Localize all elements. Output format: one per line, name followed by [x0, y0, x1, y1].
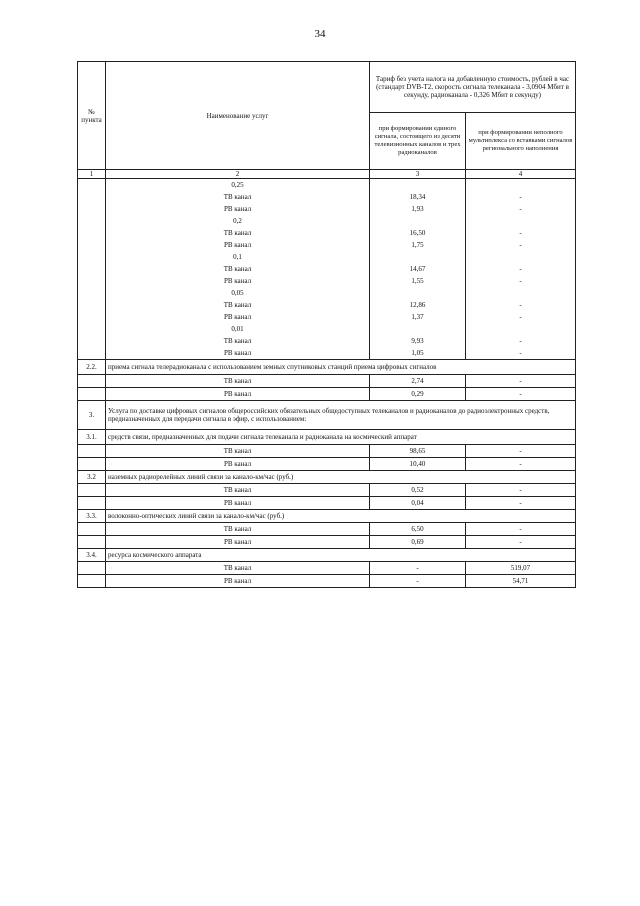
tariff-table — [77, 61, 576, 588]
tariff-value: - — [466, 191, 576, 203]
tariff-value — [370, 287, 466, 299]
section-number: 2.2. — [78, 360, 106, 375]
section-title: ресурса космического аппарата — [106, 549, 576, 562]
channel-label: ТВ канал — [106, 375, 370, 388]
header-partial-multiplex: при формировании неполного мультиплекса со вставками сигналов регионального наполнения — [466, 113, 576, 170]
header-service-name: Наименование услуг — [106, 62, 370, 170]
table-cell — [78, 484, 106, 497]
channel-label: ТВ канал — [106, 562, 370, 575]
header-tariff: Тариф без учета налога на добавленную стоимость, рублей в час (стандарт DVB-T2, скорость сигнала телеканала - 3,0904 Мбит в секунду, радиоканала - 0,326 Мбит в секунду) — [370, 62, 576, 113]
section-title: волоконно-оптических линий связи за канало-км/час (руб.) — [106, 510, 576, 523]
tariff-value: - — [466, 203, 576, 215]
tariff-value: 98,65 — [370, 445, 466, 458]
tariff-value: - — [466, 497, 576, 510]
table-cell — [78, 335, 106, 347]
channel-label: РВ канал — [106, 239, 370, 251]
tariff-value: 0,69 — [370, 536, 466, 549]
section-number: 3.1. — [78, 430, 106, 445]
tariff-value: 0,29 — [370, 388, 466, 401]
section-title: средств связи, предназначенных для подачи сигнала телеканала и радиоканала на космический аппарат — [106, 430, 576, 445]
tariff-value: 0,52 — [370, 484, 466, 497]
section-number: 3.3. — [78, 510, 106, 523]
channel-label: ТВ канал — [106, 299, 370, 311]
section-number: 3.4. — [78, 549, 106, 562]
table-cell — [78, 239, 106, 251]
table-cell — [78, 323, 106, 335]
tariff-value: - — [466, 239, 576, 251]
tariff-value: 1,05 — [370, 347, 466, 360]
section-title: наземных радиорелейных линий связи за канало-км/час (руб.) — [106, 471, 576, 484]
tariff-value: - — [466, 263, 576, 275]
tariff-value: 9,93 — [370, 335, 466, 347]
table-cell — [78, 562, 106, 575]
header-point-number: № пункта — [78, 62, 106, 170]
channel-label: РВ канал — [106, 203, 370, 215]
tariff-value: 10,40 — [370, 458, 466, 471]
table-cell — [78, 458, 106, 471]
tariff-value: 12,86 — [370, 299, 466, 311]
channel-label: РВ канал — [106, 575, 370, 588]
tariff-value — [466, 287, 576, 299]
tariff-value: - — [466, 375, 576, 388]
tariff-value: - — [466, 311, 576, 323]
channel-label: ТВ канал — [106, 263, 370, 275]
tariff-value: - — [466, 536, 576, 549]
table-cell — [78, 497, 106, 510]
tariff-value: 16,50 — [370, 227, 466, 239]
channel-label: РВ канал — [106, 497, 370, 510]
channel-label: ТВ канал — [106, 484, 370, 497]
tariff-value: - — [466, 335, 576, 347]
section-title: Услуга по доставке цифровых сигналов общероссийских обязательных общедоступных телеканалов и радиоканалов до радиоэлектронных средств, предназначенных для передачи сигнала в эфир, с использованием: — [106, 401, 576, 430]
tariff-value: 1,55 — [370, 275, 466, 287]
table-cell — [78, 215, 106, 227]
channel-label: РВ канал — [106, 536, 370, 549]
coef-label: 0,05 — [106, 287, 370, 299]
tariff-value: 6,50 — [370, 523, 466, 536]
channel-label: РВ канал — [106, 311, 370, 323]
channel-label: ТВ канал — [106, 445, 370, 458]
tariff-value: - — [466, 388, 576, 401]
tariff-value: - — [466, 458, 576, 471]
table-cell — [78, 445, 106, 458]
tariff-value: - — [466, 484, 576, 497]
tariff-value — [370, 215, 466, 227]
table-cell — [78, 263, 106, 275]
column-number: 2 — [106, 170, 370, 179]
channel-label: ТВ канал — [106, 227, 370, 239]
table-cell — [78, 536, 106, 549]
table-cell — [78, 299, 106, 311]
table-cell — [78, 179, 106, 192]
table-cell — [78, 191, 106, 203]
coef-label: 0,25 — [106, 179, 370, 192]
tariff-value: 18,34 — [370, 191, 466, 203]
coef-label: 0,1 — [106, 251, 370, 263]
tariff-value — [370, 323, 466, 335]
header-single-signal: при формировании единого сигнала, состоящего из десяти телевизионных каналов и трех радиоканалов — [370, 113, 466, 170]
channel-label: ТВ канал — [106, 191, 370, 203]
table-cell — [78, 203, 106, 215]
channel-label: ТВ канал — [106, 523, 370, 536]
coef-label: 0,2 — [106, 215, 370, 227]
table-cell — [78, 287, 106, 299]
tariff-value: - — [466, 347, 576, 360]
section-number: 3.2 — [78, 471, 106, 484]
coef-label: 0,01 — [106, 323, 370, 335]
tariff-value: 1,75 — [370, 239, 466, 251]
table-cell — [78, 275, 106, 287]
tariff-value: - — [370, 575, 466, 588]
channel-label: РВ канал — [106, 458, 370, 471]
tariff-value — [370, 179, 466, 192]
tariff-value: - — [466, 523, 576, 536]
table-cell — [78, 311, 106, 323]
channel-label: РВ канал — [106, 275, 370, 287]
table-cell — [78, 227, 106, 239]
column-number: 3 — [370, 170, 466, 179]
tariff-value: 2,74 — [370, 375, 466, 388]
tariff-value: 1,37 — [370, 311, 466, 323]
page-number: 34 — [314, 28, 326, 40]
section-number: 3. — [78, 401, 106, 430]
tariff-value — [466, 323, 576, 335]
tariff-value: - — [466, 299, 576, 311]
tariff-value: 519,07 — [466, 562, 576, 575]
column-number: 1 — [78, 170, 106, 179]
tariff-value: - — [466, 275, 576, 287]
channel-label: РВ канал — [106, 347, 370, 360]
table-cell — [78, 347, 106, 360]
tariff-value: 1,93 — [370, 203, 466, 215]
tariff-value — [466, 251, 576, 263]
tariff-value — [466, 179, 576, 192]
tariff-value: - — [466, 227, 576, 239]
table-cell — [78, 375, 106, 388]
tariff-value: 54,71 — [466, 575, 576, 588]
table-cell — [78, 523, 106, 536]
tariff-value — [466, 215, 576, 227]
table-cell — [78, 575, 106, 588]
tariff-value: 0,04 — [370, 497, 466, 510]
table-cell — [78, 251, 106, 263]
channel-label: ТВ канал — [106, 335, 370, 347]
tariff-value — [370, 251, 466, 263]
tariff-value: - — [370, 562, 466, 575]
channel-label: РВ канал — [106, 388, 370, 401]
section-title: приема сигнала телерадиоканала с использованием земных спутниковых станций приема цифровых сигналов — [106, 360, 576, 375]
table-cell — [78, 388, 106, 401]
tariff-value: - — [466, 445, 576, 458]
tariff-value: 14,67 — [370, 263, 466, 275]
column-number: 4 — [466, 170, 576, 179]
